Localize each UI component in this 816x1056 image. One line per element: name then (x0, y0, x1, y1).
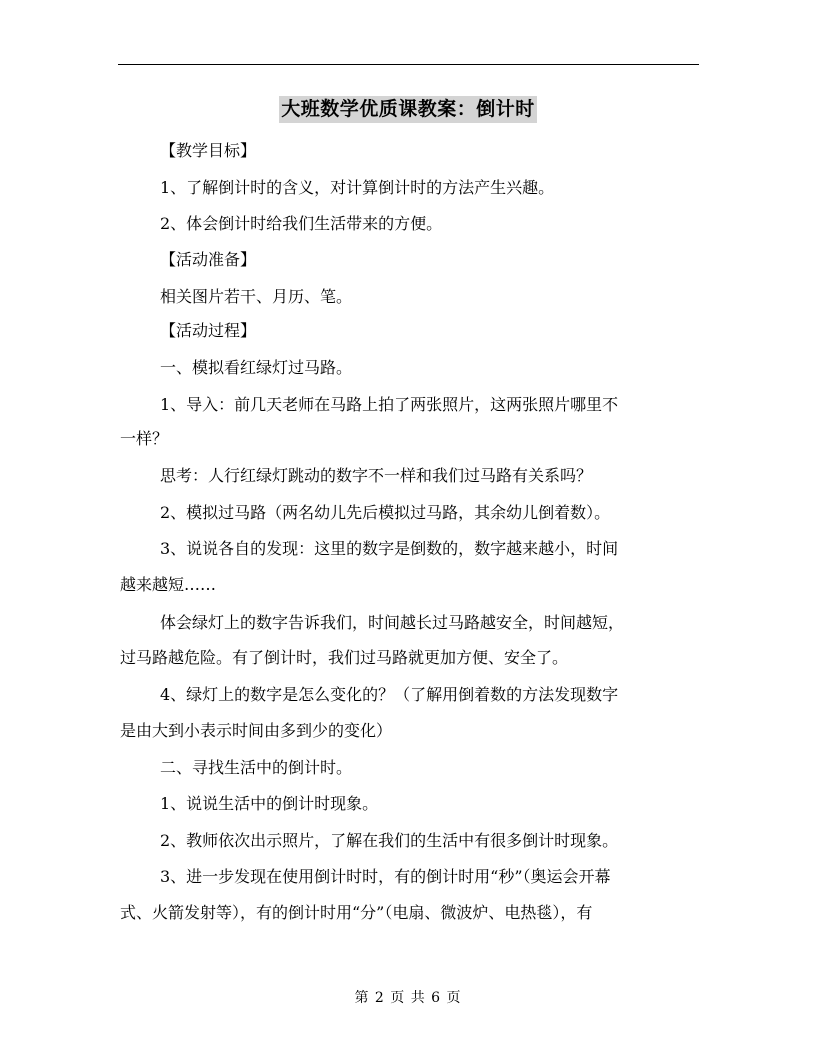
paragraph-line: 2、体会倒计时给我们生活带来的方便。 (160, 214, 443, 233)
page-number: 第 2 页 共 6 页 (354, 990, 462, 1006)
title-container (0, 96, 816, 123)
paragraph-line: 4、绿灯上的数字是怎么变化的？（了解用倒着数的方法发现数字 (160, 685, 619, 704)
paragraph-line: 3、进一步发现在使用倒计时时，有的倒计时用“秒”（奥运会开幕 (160, 867, 611, 886)
paragraph-line-continuation: 是由大到小表示时间由多到少的变化） (120, 721, 393, 740)
paragraph-line: 3、说说各自的发现：这里的数字是倒数的，数字越来越小，时间 (160, 539, 619, 558)
paragraph-line: 2、模拟过马路（两名幼儿先后模拟过马路，其余幼儿倒着数）。 (160, 503, 611, 522)
paragraph-line: 一、模拟看红绿灯过马路。 (160, 358, 353, 377)
section-heading-process: 【活动过程】 (160, 321, 257, 340)
paragraph-line: 1、说说生活中的倒计时现象。 (160, 794, 379, 813)
header-rule (118, 64, 699, 65)
paragraph-line: 2、教师依次出示照片，了解在我们的生活中有很多倒计时现象。 (160, 831, 619, 850)
document-title: 大班数学优质课教案：倒计时 (279, 96, 537, 123)
paragraph-line: 1、导入：前几天老师在马路上拍了两张照片，这两张照片哪里不 (160, 395, 619, 414)
paragraph-line-continuation: 越来越短…… (120, 575, 217, 594)
paragraph-line-continuation: 式、火箭发射等），有的倒计时用“分”（电扇、微波炉、电热毯），有 (120, 903, 593, 922)
paragraph-line: 1、了解倒计时的含义，对计算倒计时的方法产生兴趣。 (160, 178, 555, 197)
paragraph-line: 相关图片若干、月历、笔。 (160, 287, 353, 306)
paragraph-line-continuation: 过马路越危险。有了倒计时，我们过马路就更加方便、安全了。 (120, 648, 569, 667)
paragraph-line: 思考：人行红绿灯跳动的数字不一样和我们过马路有关系吗？ (160, 466, 593, 485)
paragraph-line-continuation: 一样？ (120, 429, 169, 448)
paragraph-line: 体会绿灯上的数字告诉我们，时间越长过马路越安全，时间越短， (160, 613, 625, 632)
paragraph-line: 二、寻找生活中的倒计时。 (160, 758, 353, 777)
section-heading-preparation: 【活动准备】 (160, 250, 257, 269)
section-heading-goals: 【教学目标】 (160, 141, 257, 160)
